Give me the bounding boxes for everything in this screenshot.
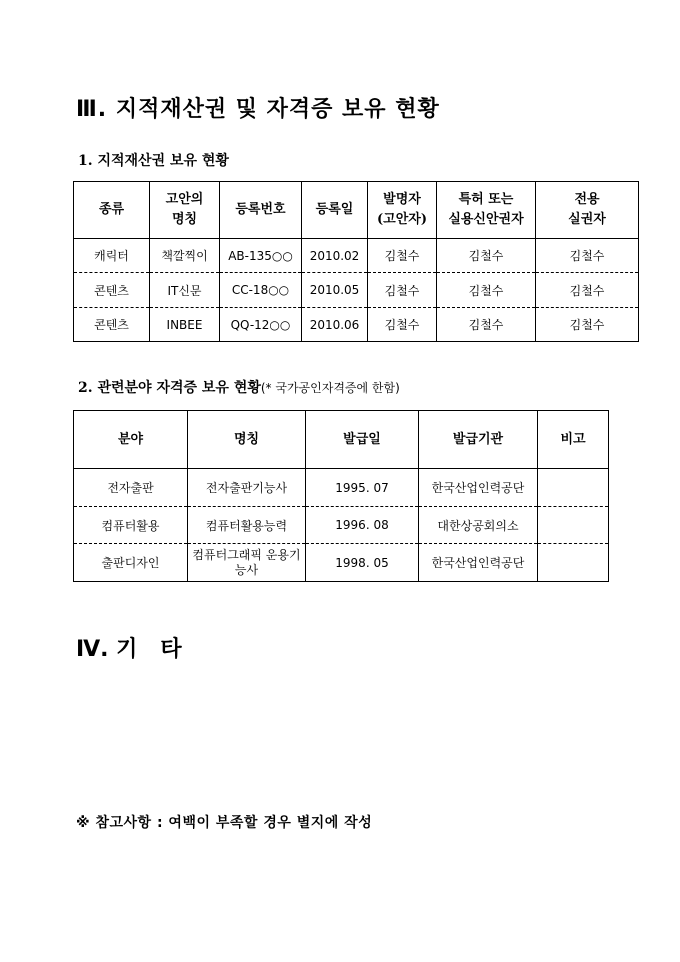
table-cell: 김철수 bbox=[536, 273, 639, 308]
table-cell: 전자출판 bbox=[74, 469, 188, 507]
table-cell: CC-18○○ bbox=[220, 273, 302, 308]
table-cell: 컴퓨터활용 bbox=[74, 507, 188, 544]
table-cell: 출판디자인 bbox=[74, 544, 188, 582]
table-cell: 콘텐츠 bbox=[74, 273, 150, 308]
cert-header-cell: 분야 bbox=[74, 411, 188, 469]
table-cell: 책깔찍이 bbox=[150, 239, 220, 273]
table-cell: 김철수 bbox=[437, 308, 536, 342]
table-cell: 김철수 bbox=[368, 273, 437, 308]
cert-table bbox=[73, 410, 609, 582]
table-cell: 김철수 bbox=[536, 239, 639, 273]
ip-header-cell: 등록일 bbox=[302, 182, 368, 239]
table-cell: AB-135○○ bbox=[220, 239, 302, 273]
cert-subtitle-note: (* 국가공인자격증에 한함) bbox=[260, 381, 400, 395]
cert-subtitle bbox=[78, 377, 400, 397]
table-cell: INBEE bbox=[150, 308, 220, 342]
section-3-title: Ⅲ. 지적재산권 및 자격증 보유 현황 bbox=[76, 97, 440, 122]
table-cell: 한국산업인력공단 bbox=[419, 469, 538, 507]
ip-header-cell: 전용 실권자 bbox=[536, 182, 639, 239]
table-row bbox=[74, 469, 609, 507]
table-cell: 전자출판기능사 bbox=[188, 469, 306, 507]
table-row bbox=[74, 273, 639, 308]
cert-header-row bbox=[74, 411, 609, 469]
table-cell: 한국산업인력공단 bbox=[419, 544, 538, 582]
ip-header-cell: 고안의 명칭 bbox=[150, 182, 220, 239]
table-cell: 김철수 bbox=[437, 239, 536, 273]
table-cell: 캐릭터 bbox=[74, 239, 150, 273]
table-cell: 대한상공회의소 bbox=[419, 507, 538, 544]
table-cell: 2010.05 bbox=[302, 273, 368, 308]
table-cell: 김철수 bbox=[368, 308, 437, 342]
table-cell: IT신문 bbox=[150, 273, 220, 308]
table-cell bbox=[538, 469, 609, 507]
table-cell: 콘텐츠 bbox=[74, 308, 150, 342]
ip-header-cell: 종류 bbox=[74, 182, 150, 239]
table-row bbox=[74, 308, 639, 342]
table-cell: 1996. 08 bbox=[306, 507, 419, 544]
ip-subtitle: 1. 지적재산권 보유 현황 bbox=[78, 153, 229, 169]
table-cell bbox=[538, 507, 609, 544]
section-4-title: Ⅳ. 기 타 bbox=[76, 637, 182, 662]
table-cell: 김철수 bbox=[536, 308, 639, 342]
ip-header-row bbox=[74, 182, 639, 239]
cert-header-cell: 발급기관 bbox=[419, 411, 538, 469]
table-cell: 1998. 05 bbox=[306, 544, 419, 582]
table-cell: 컴퓨터그래픽 운용기능사 bbox=[188, 544, 306, 582]
table-cell: 2010.06 bbox=[302, 308, 368, 342]
cert-header-cell: 비고 bbox=[538, 411, 609, 469]
table-cell: 김철수 bbox=[437, 273, 536, 308]
table-cell: 김철수 bbox=[368, 239, 437, 273]
reference-note: ※ 참고사항 : 여백이 부족할 경우 별지에 작성 bbox=[76, 815, 373, 831]
ip-header-cell: 등록번호 bbox=[220, 182, 302, 239]
table-row bbox=[74, 507, 609, 544]
table-cell: 1995. 07 bbox=[306, 469, 419, 507]
ip-header-cell: 발명자 (고안자) bbox=[368, 182, 437, 239]
table-cell bbox=[538, 544, 609, 582]
ip-header-cell: 특허 또는 실용신안권자 bbox=[437, 182, 536, 239]
cert-header-cell: 명칭 bbox=[188, 411, 306, 469]
cert-subtitle-text: 2. 관련분야 자격증 보유 현황 bbox=[78, 380, 261, 396]
table-cell: QQ-12○○ bbox=[220, 308, 302, 342]
table-cell: 컴퓨터활용능력 bbox=[188, 507, 306, 544]
cert-header-cell: 발급일 bbox=[306, 411, 419, 469]
ip-table bbox=[73, 181, 639, 342]
table-row bbox=[74, 544, 609, 582]
table-cell: 2010.02 bbox=[302, 239, 368, 273]
table-row bbox=[74, 239, 639, 273]
